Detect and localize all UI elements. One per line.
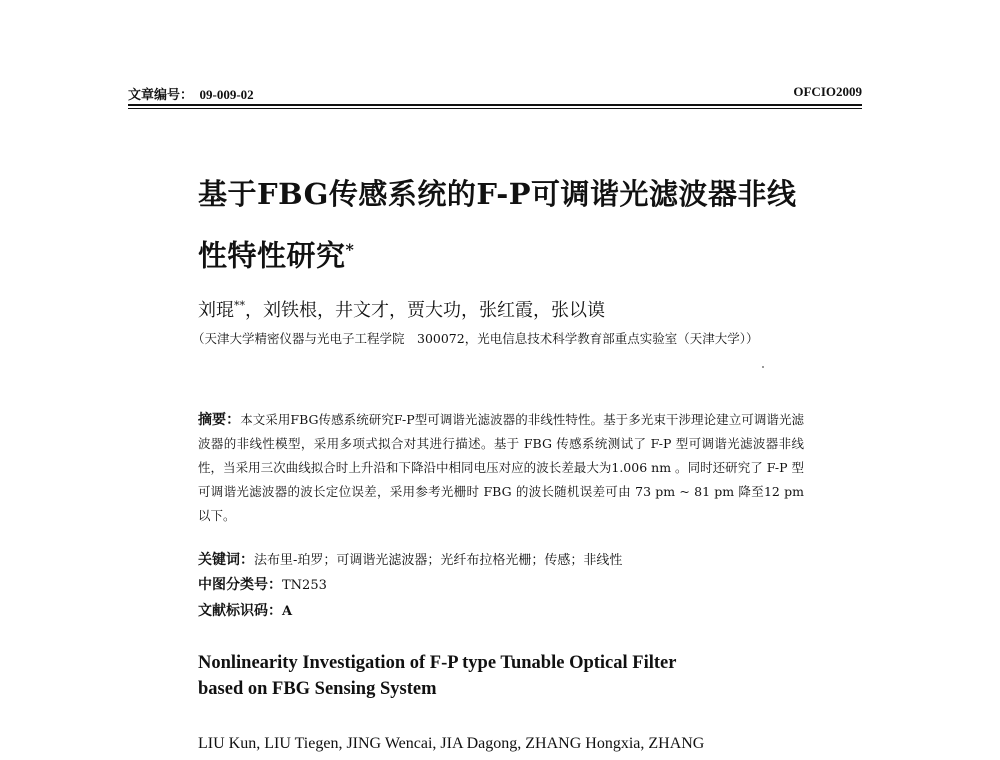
abstract-label: 摘要： <box>198 412 241 428</box>
title-cn-line-2 <box>198 222 818 284</box>
conference-code: OFCIO2009 <box>793 84 862 99</box>
title-footnote-mark: * <box>345 240 355 259</box>
first-author-cn: 刘琨 <box>198 300 234 321</box>
paper-title-cn <box>198 166 818 284</box>
first-author-mark: ** <box>234 299 245 312</box>
classification-number <box>198 574 804 597</box>
abstract-text: 本文采用FBG传感系统研究F-P型可调谐光滤波器的非线性特性。基于多光束干涉理论建立可调谐光滤波器的非线性模型，采用多项式拟合对其进行描述。基于 FBG 传感系统测试了 F-P 型可调谐光滤波器非线性，当采用三次曲线拟合时上升沿和下降沿中相同电压对应的波长差最大为1.006 nm 。同时还研究了 F-P 型可调谐光滤波器的波长定位误差，采用参考光栅时 FBG 的波长随机误差可由 73 pm ~ 81 pm 降至12 pm 以下。 <box>198 412 805 523</box>
keywords-label: 关键词： <box>198 552 254 568</box>
abstract-cn <box>198 408 804 528</box>
authors-en: LIU Kun, LIU Tiegen, JING Wencai, JIA Dagong, ZHANG Hongxia, ZHANG <box>198 735 705 752</box>
scan-speck <box>762 366 764 368</box>
affiliation-cn: （天津大学精密仪器与光电子工程学院 300072，光电信息技术科学教育部重点实验室（天津大学）） <box>192 331 759 346</box>
classification-value: TN253 <box>282 578 327 593</box>
title-cn-line-2-text: 性特性研究 <box>198 238 346 273</box>
keywords-text: 法布里-珀罗；可调谐光滤波器；光纤布拉格光栅；传感；非线性 <box>254 553 623 568</box>
document-code <box>198 600 804 623</box>
authors-cn <box>198 294 818 323</box>
classification-label: 中图分类号： <box>198 577 282 593</box>
article-number-label: 文章编号： <box>128 87 194 102</box>
paper-title-en <box>198 650 798 702</box>
article-number <box>128 84 254 103</box>
document-code-label: 文献标识码： <box>198 603 282 619</box>
article-number-value: 09-009-02 <box>199 87 254 102</box>
other-authors-cn: ，刘铁根，井文才，贾大功，张红霞，张以谟 <box>245 300 605 321</box>
title-cn-line-1: 基于FBG传感系统的F-P可调谐光滤波器非线 <box>198 177 797 211</box>
title-en-line-2: based on FBG Sensing System <box>198 679 437 699</box>
header-rule <box>128 104 862 109</box>
keywords <box>198 549 804 572</box>
title-en-line-1: Nonlinearity Investigation of F-P type Tunable Optical Filter <box>198 653 677 673</box>
document-code-value: A <box>282 604 293 619</box>
